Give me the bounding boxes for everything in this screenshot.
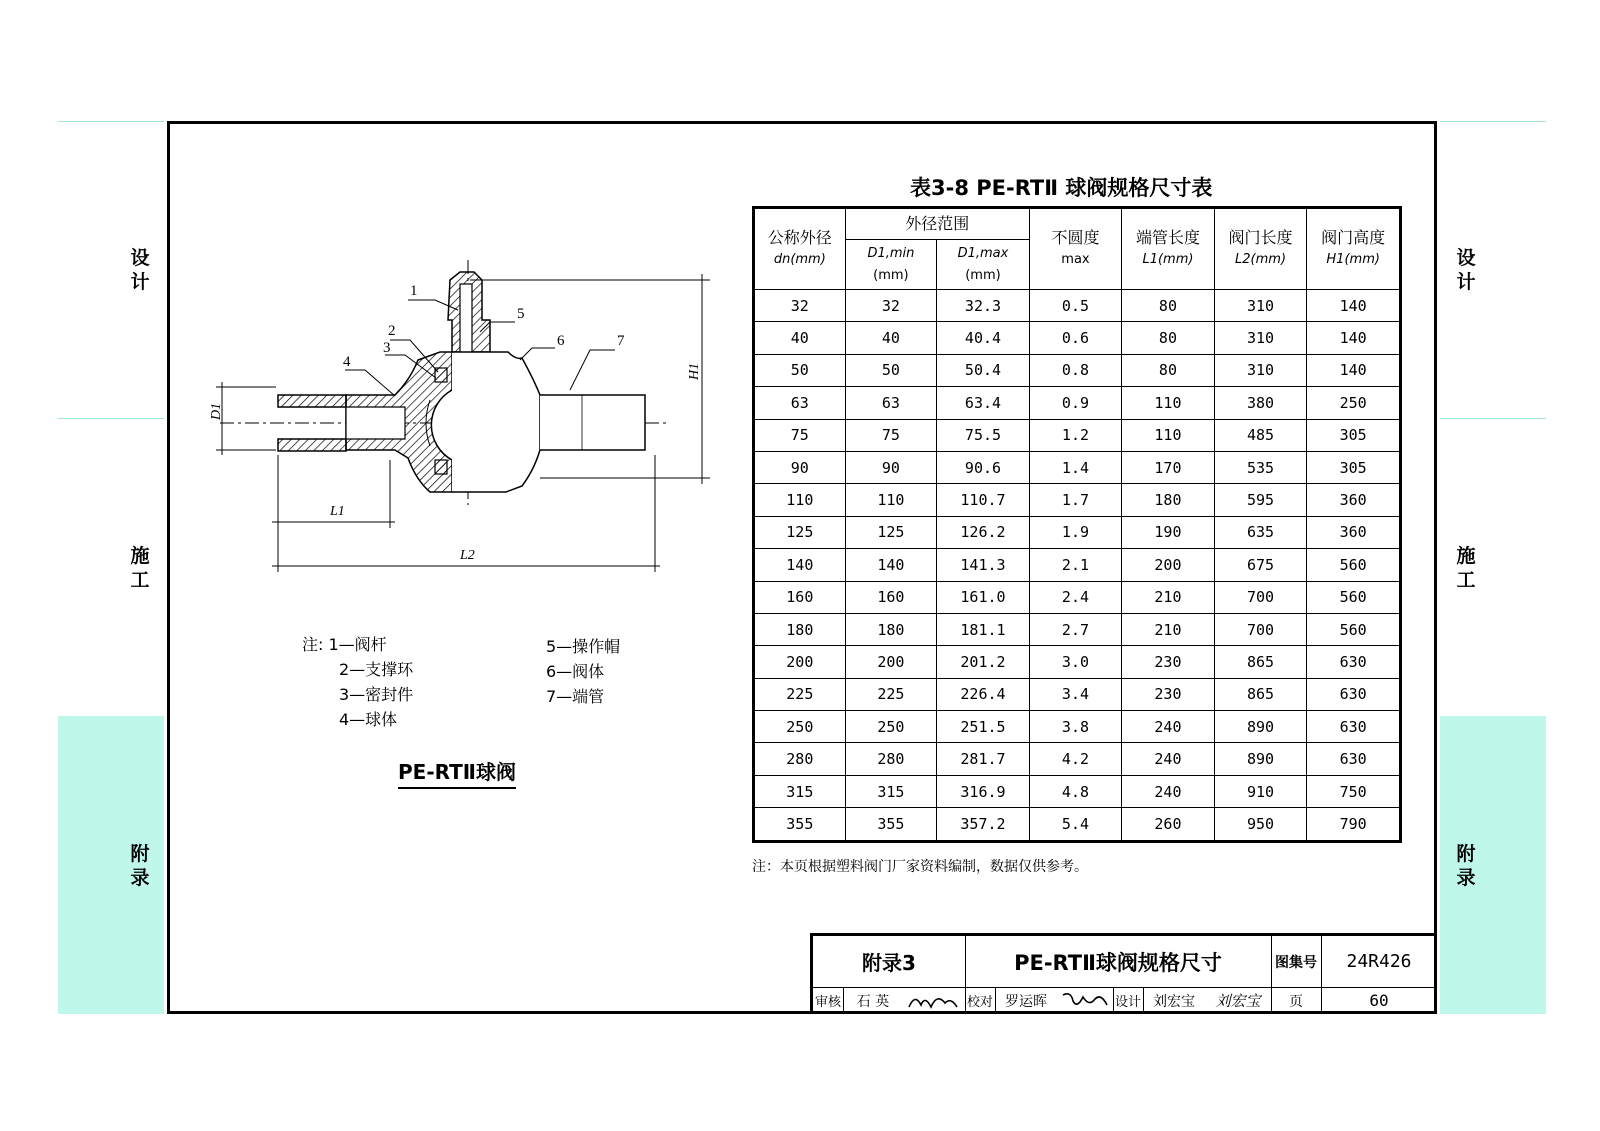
cell-h1: 560 [1307,549,1401,581]
guide-line-mid-right [1440,418,1546,419]
cell-dmin: 63 [845,387,937,419]
table-row [754,290,1401,322]
title-block-check-name: 罗运晖 [1005,993,1047,1010]
cell-dn: 280 [754,743,846,775]
table-row [754,775,1401,807]
cell-l1: 230 [1122,678,1215,710]
cell-dmin: 160 [845,581,937,613]
cell-dn: 90 [754,451,846,483]
cell-dn: 110 [754,484,846,516]
header-h1-label: 阀门高度 [1321,228,1386,247]
table-row [754,646,1401,678]
cell-l1: 190 [1122,516,1215,548]
callout-5: 5 [517,306,525,322]
cell-l2: 950 [1214,808,1307,841]
cell-l1: 80 [1122,354,1215,386]
cell-dmin: 280 [845,743,937,775]
table-row [754,387,1401,419]
title-block-design-label: 设计 [1114,995,1141,1010]
cell-dn: 140 [754,549,846,581]
table-row [754,322,1401,354]
cell-dmax: 126.2 [937,516,1030,548]
cell-l1: 80 [1122,290,1215,322]
table-title: 表3-8 PE-RTⅡ 球阀规格尺寸表 [910,176,1213,200]
cell-dmax: 50.4 [937,354,1030,386]
cell-ovality: 3.8 [1029,711,1121,743]
cell-h1: 630 [1307,646,1401,678]
callout-4: 4 [343,354,351,370]
header-l1-label: 端管长度 [1135,228,1200,247]
cell-l2: 380 [1214,387,1307,419]
table-row [754,354,1401,386]
dim-d1: D1 [209,402,224,420]
cell-dmin: 90 [845,451,937,483]
cell-dmin: 225 [845,678,937,710]
cell-dmax: 110.7 [937,484,1030,516]
cell-ovality: 0.6 [1029,322,1121,354]
header-dmin-label: D1,min [867,245,915,261]
note-part-4: 4—球体 [339,710,398,729]
cell-dn: 200 [754,646,846,678]
header-l2-unit: L2(mm) [1235,252,1287,267]
title-block-atlas-label: 图集号 [1275,954,1317,971]
note-part-3: 3—密封件 [339,685,414,704]
cell-ovality: 1.7 [1029,484,1121,516]
table-row [754,613,1401,645]
cell-dn: 250 [754,711,846,743]
cell-dmax: 281.7 [937,743,1030,775]
header-h1-unit: H1(mm) [1326,252,1380,267]
title-block-design-signature: 刘宏宝 [1215,992,1261,1010]
cell-l2: 890 [1214,711,1307,743]
side-label-appendix-right: 附 录 [1456,843,1476,889]
cell-h1: 140 [1307,290,1401,322]
part-notes-left [302,632,413,732]
cell-l1: 80 [1122,322,1215,354]
cell-dmax: 316.9 [937,775,1030,807]
cell-l1: 210 [1122,613,1215,645]
guide-line-top-left [58,121,164,122]
callout-7: 7 [617,333,625,349]
callout-3: 3 [383,340,391,356]
cell-l2: 535 [1214,451,1307,483]
cell-ovality: 4.8 [1029,775,1121,807]
note-part-7: 7—端管 [546,687,605,706]
header-l2 [1214,208,1307,290]
cell-dmin: 140 [845,549,937,581]
side-label-construction-left: 施 工 [130,545,150,591]
cell-ovality: 2.1 [1029,549,1121,581]
title-block-review-label: 审核 [814,995,841,1010]
note-part-6: 6—阀体 [546,662,605,681]
cell-dmin: 125 [845,516,937,548]
cell-h1: 250 [1307,387,1401,419]
cell-l1: 240 [1122,775,1215,807]
cell-l1: 110 [1122,387,1215,419]
cell-l1: 180 [1122,484,1215,516]
cell-dn: 160 [754,581,846,613]
title-block-check-signature [1059,989,1111,1013]
cell-h1: 360 [1307,516,1401,548]
cell-dn: 355 [754,808,846,841]
cell-l2: 890 [1214,743,1307,775]
cell-dmax: 357.2 [937,808,1030,841]
cell-l2: 485 [1214,419,1307,451]
cell-dn: 50 [754,354,846,386]
cell-ovality: 1.9 [1029,516,1121,548]
cell-dmin: 32 [845,290,937,322]
header-ovality-label: 不圆度 [1051,228,1100,247]
cell-ovality: 0.8 [1029,354,1121,386]
cell-dmin: 355 [845,808,937,841]
header-dmin-unit: (mm) [873,267,909,283]
ball-valve-drawing [190,260,730,600]
cell-dmin: 250 [845,711,937,743]
cell-dmax: 201.2 [937,646,1030,678]
cell-l2: 310 [1214,290,1307,322]
header-dmax [937,240,1030,290]
cell-ovality: 5.4 [1029,808,1121,841]
side-label-design-left: 设 计 [130,247,150,293]
cell-ovality: 2.4 [1029,581,1121,613]
cell-ovality: 3.0 [1029,646,1121,678]
cell-ovality: 3.4 [1029,678,1121,710]
cell-h1: 630 [1307,711,1401,743]
cell-ovality: 2.7 [1029,613,1121,645]
cell-ovality: 0.5 [1029,290,1121,322]
header-l2-label: 阀门长度 [1228,228,1293,247]
cell-dmin: 40 [845,322,937,354]
cell-ovality: 0.9 [1029,387,1121,419]
table-row [754,484,1401,516]
cell-l1: 240 [1122,711,1215,743]
table-row [754,711,1401,743]
header-dmax-label: D1,max [957,245,1009,261]
cell-dmax: 141.3 [937,549,1030,581]
cell-l2: 910 [1214,775,1307,807]
header-h1 [1307,208,1401,290]
cell-dmin: 110 [845,484,937,516]
part-notes-right [546,634,620,709]
cell-l1: 110 [1122,419,1215,451]
cell-dn: 180 [754,613,846,645]
header-dmin [845,240,937,290]
title-block-section: 附录3 [862,951,916,975]
cell-l2: 310 [1214,354,1307,386]
cell-dmin: 200 [845,646,937,678]
cell-dmax: 90.6 [937,451,1030,483]
cell-dmin: 50 [845,354,937,386]
cell-dmax: 251.5 [937,711,1030,743]
cell-l2: 310 [1214,322,1307,354]
cell-dmin: 315 [845,775,937,807]
table-row [754,678,1401,710]
title-block-atlas-no: 24R426 [1346,951,1412,972]
table-row [754,516,1401,548]
cell-h1: 750 [1307,775,1401,807]
cell-dmax: 181.1 [937,613,1030,645]
cell-dn: 225 [754,678,846,710]
cell-h1: 305 [1307,451,1401,483]
cell-l1: 260 [1122,808,1215,841]
drawing-caption: PE-RTⅡ球阀 [398,756,516,789]
cell-l2: 635 [1214,516,1307,548]
header-ovality [1029,208,1121,290]
header-dn [754,208,846,290]
note-part-2: 2—支撑环 [339,660,414,679]
table-note: 注：本页根据塑料阀门厂家资料编制，数据仅供参考。 [752,859,1088,875]
cell-l2: 865 [1214,646,1307,678]
guide-line-mid-left [58,418,164,419]
cell-ovality: 1.4 [1029,451,1121,483]
cell-l1: 210 [1122,581,1215,613]
table-row [754,581,1401,613]
cell-dmax: 161.0 [937,581,1030,613]
cell-h1: 305 [1307,419,1401,451]
header-l1 [1122,208,1215,290]
cell-l2: 595 [1214,484,1307,516]
table-row [754,743,1401,775]
title-block-review-name: 石 英 [856,993,890,1010]
callout-6: 6 [557,333,565,349]
cell-l1: 230 [1122,646,1215,678]
cell-h1: 630 [1307,678,1401,710]
cell-l2: 865 [1214,678,1307,710]
cell-dmin: 180 [845,613,937,645]
cell-ovality: 1.2 [1029,419,1121,451]
header-dn-unit: dn(mm) [773,252,826,267]
spec-table [752,206,1402,843]
cell-l1: 240 [1122,743,1215,775]
side-label-appendix-left: 附 录 [130,843,150,889]
header-dn-label: 公称外径 [767,228,832,247]
header-ovality-sub: max [1061,252,1090,267]
dim-l2: L2 [460,548,475,563]
title-block-page-no: 60 [1369,991,1389,1010]
notes-prefix: 注: [302,635,324,654]
title-block-check-label: 校对 [966,995,993,1010]
title-block-page-label: 页 [1289,993,1303,1010]
table-row [754,549,1401,581]
cell-h1: 140 [1307,322,1401,354]
title-block-review-signature [905,989,961,1013]
side-label-construction-right: 施 工 [1456,545,1476,591]
cell-h1: 790 [1307,808,1401,841]
header-l1-unit: L1(mm) [1142,252,1194,267]
header-dmax-unit: (mm) [965,267,1001,283]
table-row [754,451,1401,483]
dim-l1: L1 [330,504,345,519]
side-label-design-right: 设 计 [1456,247,1476,293]
callout-1: 1 [410,283,418,299]
cell-l2: 700 [1214,581,1307,613]
cell-dmax: 40.4 [937,322,1030,354]
header-od-range: 外径范围 [845,208,1029,240]
cell-h1: 360 [1307,484,1401,516]
title-block-title: PE-RTⅡ球阀规格尺寸 [1014,950,1222,975]
cell-dn: 63 [754,387,846,419]
cell-dn: 40 [754,322,846,354]
table-row [754,808,1401,841]
guide-line-top-right [1440,121,1546,122]
cell-dmax: 75.5 [937,419,1030,451]
note-part-1: 1—阀杆 [328,635,387,654]
title-block [810,933,1437,1014]
cell-h1: 560 [1307,581,1401,613]
spec-table-body [754,290,1401,842]
note-part-5: 5—操作帽 [546,637,621,656]
cell-l2: 700 [1214,613,1307,645]
cell-h1: 630 [1307,743,1401,775]
table-row [754,419,1401,451]
cell-dmax: 63.4 [937,387,1030,419]
dim-h1: H1 [687,362,702,380]
cell-dmax: 32.3 [937,290,1030,322]
callout-2: 2 [388,323,396,339]
cell-l2: 675 [1214,549,1307,581]
cell-h1: 140 [1307,354,1401,386]
cell-dn: 125 [754,516,846,548]
cell-ovality: 4.2 [1029,743,1121,775]
cell-dmax: 226.4 [937,678,1030,710]
cell-dn: 32 [754,290,846,322]
title-block-design-name: 刘宏宝 [1153,993,1195,1010]
cell-l1: 200 [1122,549,1215,581]
cell-dn: 315 [754,775,846,807]
cell-l1: 170 [1122,451,1215,483]
cell-h1: 560 [1307,613,1401,645]
cell-dmin: 75 [845,419,937,451]
cell-dn: 75 [754,419,846,451]
